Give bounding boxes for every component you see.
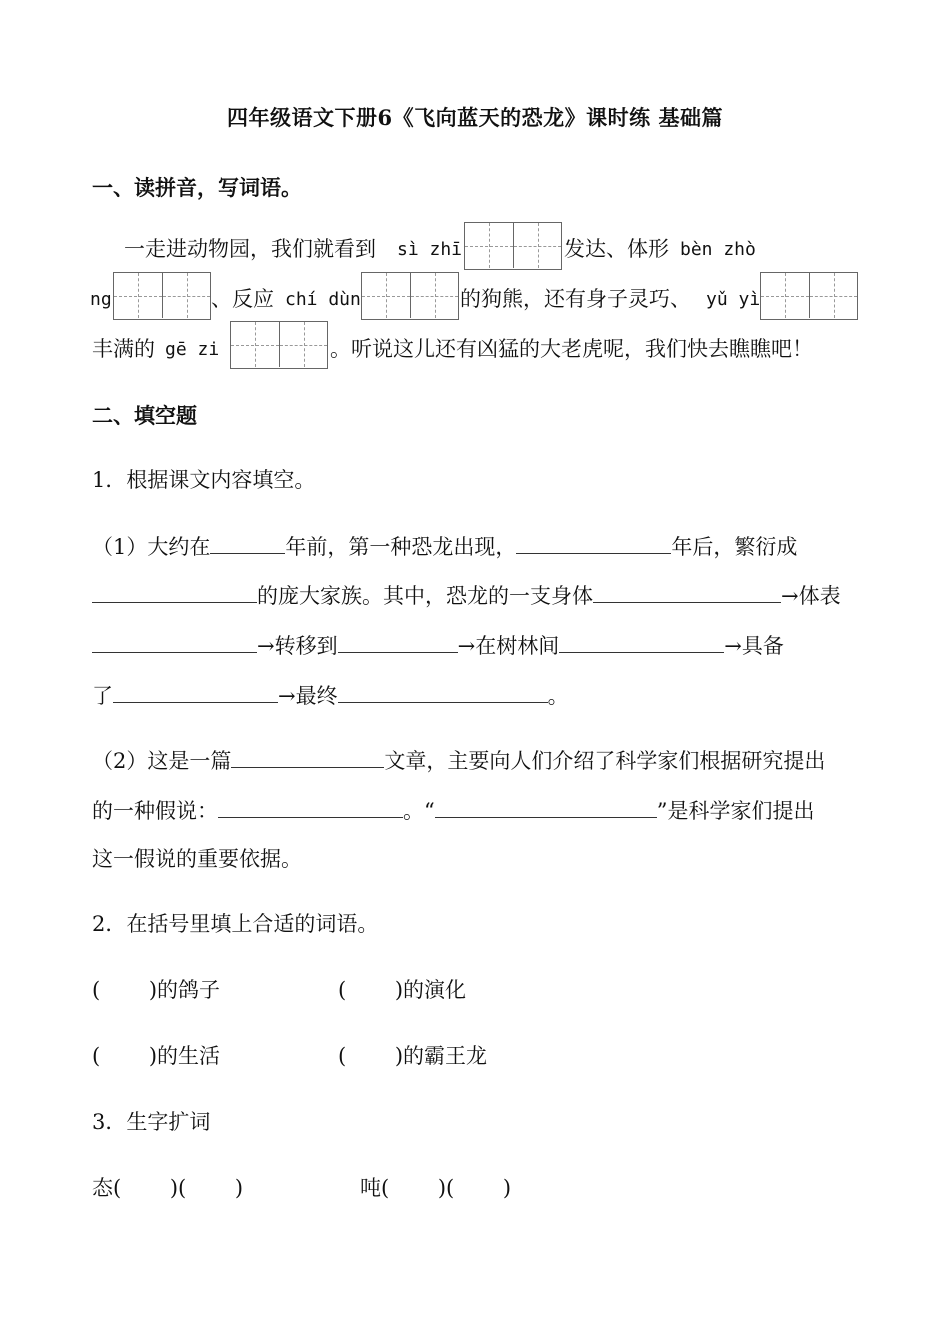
s1-text-4: 的狗熊，还有身子灵巧、 [460,287,691,311]
q2-item[interactable]: ( )的演化 [338,978,467,1002]
fill-blank[interactable] [92,630,257,653]
fill-blank[interactable] [218,795,403,818]
writing-grid-benzhong[interactable] [113,272,211,320]
writing-cell[interactable] [362,273,410,318]
q1-p1-text: →体表 [781,584,841,608]
q1-p2-line1 [92,745,825,775]
pinyin-sizhi: sì zhī [397,239,463,260]
s1-text-1: 一走进动物园，我们就看到 [124,237,376,261]
pinyin-chidun: chí dùn [285,289,361,310]
q2-item[interactable]: ( )的鸽子 [92,978,221,1002]
q1-p1-text: 了 [92,684,113,708]
fill-blank[interactable] [559,630,724,653]
page-title: 四年级语文下册6《飞向蓝天的恐龙》课时练 基础篇 [227,105,723,130]
q1-p1-text: 。 [547,684,569,708]
s1-text-2: 发达、体形 [564,237,669,261]
pinyin-benzhong-a: bèn zhò [680,239,756,260]
writing-cell[interactable] [162,273,210,318]
q1-p2-text: 文章，主要向人们介绍了科学家们根据研究提出 [384,749,826,773]
pinyin-yuyi: yǔ yì [706,289,761,310]
writing-cell[interactable] [809,273,857,318]
q1-p2-line2 [92,795,815,825]
fill-blank[interactable] [231,745,384,768]
q1-p2-text: 的一种假说： [92,799,218,823]
q1-label: 1．根据课文内容填空。 [92,468,316,492]
fill-blank[interactable] [435,795,657,818]
fill-blank[interactable] [92,580,257,603]
q1-p1-text: （1）大约在 [92,535,211,559]
q1-p2-line3: 这一假说的重要依据。 [92,847,302,871]
writing-grid-gezi[interactable] [230,321,328,369]
pinyin-gezi: gē zi [165,339,220,360]
s1-text-3: 、反应 [211,287,274,311]
pinyin-benzhong-b: ng [90,289,112,310]
fill-blank[interactable] [338,680,548,703]
q1-p1-line4 [92,680,569,710]
writing-grid-yuyi[interactable] [760,272,858,320]
q1-p1-text: →转移到 [257,634,338,658]
writing-cell[interactable] [761,273,809,318]
s1-text-5: 丰满的 [92,337,155,361]
section1-heading: 一、读拼音，写词语。 [92,175,302,200]
q1-p1-text: 的庞大家族。其中，恐龙的一支身体 [257,584,593,608]
fill-blank[interactable] [113,680,278,703]
q1-p1-line2 [92,580,841,610]
q1-p1-text: 年前，第一种恐龙出现， [285,535,517,559]
q2-item[interactable]: ( )的霸王龙 [338,1044,488,1068]
writing-cell[interactable] [513,223,561,268]
fill-blank[interactable] [516,531,671,554]
q1-p2-text: ”是科学家们提出 [656,799,815,823]
q3-item[interactable]: 吨( )( ) [360,1176,512,1200]
writing-cell[interactable] [114,273,162,318]
q2-item[interactable]: ( )的生活 [92,1044,221,1068]
q1-p2-text: 。“ [403,799,435,823]
q1-p1-line3 [92,630,784,660]
writing-cell[interactable] [410,273,458,318]
fill-blank[interactable] [593,580,781,603]
q1-p1-text: 年后，繁衍成 [671,535,798,559]
fill-blank[interactable] [210,531,285,554]
writing-cell[interactable] [465,223,513,268]
q1-p1-text: →最终 [278,684,338,708]
fill-blank[interactable] [338,630,458,653]
q1-p2-text: （2）这是一篇 [92,749,232,773]
q1-p1-line1 [92,531,797,561]
writing-grid-sizhi[interactable] [464,222,562,270]
section2-heading: 二、填空题 [92,403,197,428]
q3-label: 3．生字扩词 [92,1110,211,1134]
q2-label: 2．在括号里填上合适的词语。 [92,912,379,936]
writing-cell[interactable] [279,322,327,367]
q1-p1-text: →具备 [724,634,784,658]
s1-text-6: 。听说这儿还有凶猛的大老虎呢，我们快去瞧瞧吧！ [330,337,813,361]
writing-cell[interactable] [231,322,279,367]
writing-grid-chidun[interactable] [361,272,459,320]
q1-p1-text: →在树林间 [457,634,560,658]
q3-item[interactable]: 态( )( ) [92,1176,244,1200]
